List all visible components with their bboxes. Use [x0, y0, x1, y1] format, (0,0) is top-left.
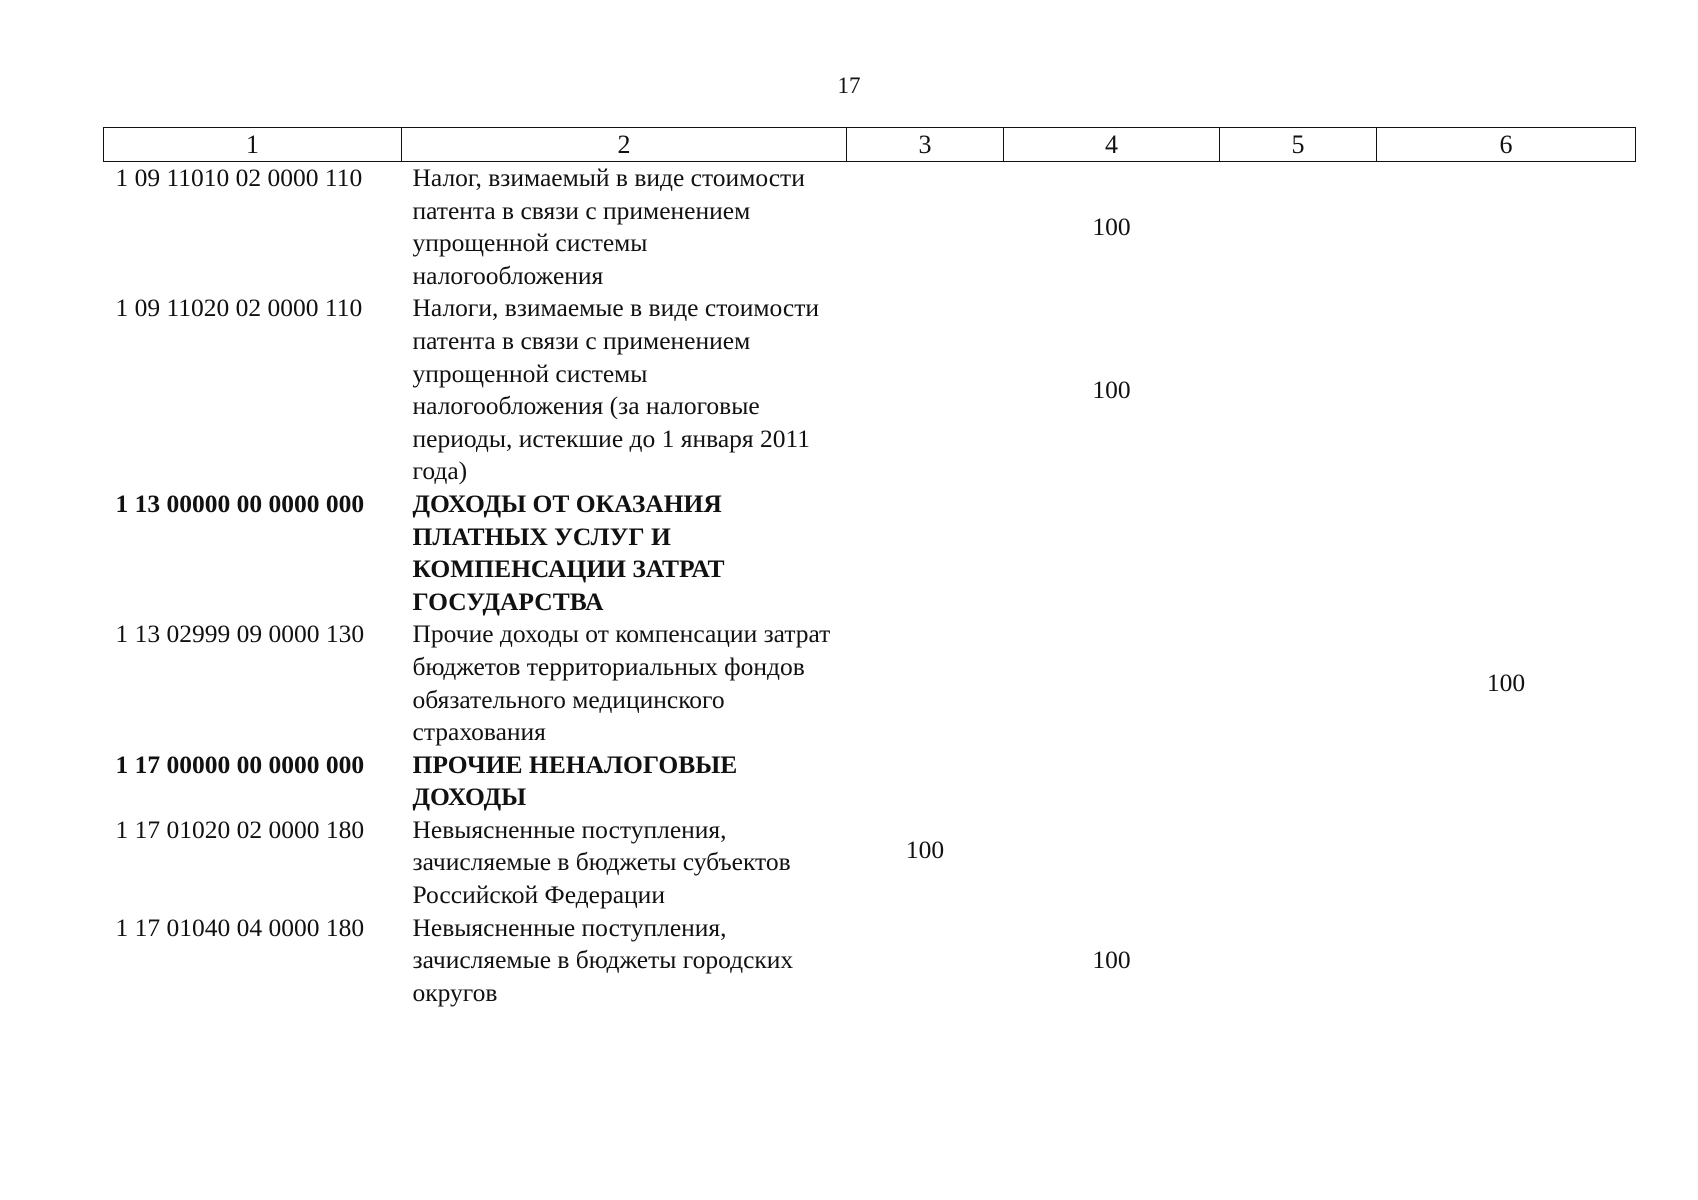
row-col-4: 100: [1092, 374, 1131, 404]
row-name: Невыясненные поступления, зачисляемые в бюджеты субъектов Российской Федерации: [412, 814, 791, 910]
row-col-5: [1220, 749, 1377, 814]
row-col-4: 100: [1092, 945, 1131, 975]
row-col-3: [847, 162, 1004, 293]
revenue-table-container: [103, 127, 1635, 1009]
table-header: [104, 128, 1636, 162]
row-col-4: [1004, 749, 1220, 814]
header-cell-2: 2: [402, 128, 847, 162]
row-col-5: [1220, 618, 1377, 748]
header-row: [104, 128, 1636, 162]
row-name: Прочие доходы от компенсации затрат бюджетов территориальных фондов обязательного медицинского страхования: [412, 619, 831, 747]
row-code: 1 13 00000 00 0000 000: [115, 488, 365, 518]
header-cell-6: 6: [1377, 128, 1636, 162]
row-code: 1 17 01020 02 0000 180: [115, 814, 365, 844]
row-col-4: [1004, 618, 1220, 748]
table-row-section: [104, 488, 1636, 618]
page-number: 17: [837, 73, 861, 98]
row-col-5: [1220, 488, 1377, 618]
row-col-6: 100: [1486, 668, 1526, 698]
row-col-3: [847, 749, 1004, 814]
revenue-classification-table: [103, 127, 1636, 1009]
row-code: 1 17 01040 04 0000 180: [115, 912, 365, 942]
row-col-4: 100: [1092, 211, 1131, 241]
table-row-section: [104, 749, 1636, 814]
row-name: ПРОЧИЕ НЕНАЛОГОВЫЕ ДОХОДЫ: [412, 749, 738, 812]
header-cell-1: 1: [104, 128, 402, 162]
row-col-6: [1377, 488, 1636, 618]
row-col-5: [1220, 292, 1377, 488]
row-col-3: [847, 488, 1004, 618]
row-col-3: 100: [905, 835, 945, 865]
row-col-5: [1220, 912, 1377, 1010]
row-col-6: [1377, 749, 1636, 814]
header-cell-4: 4: [1004, 128, 1220, 162]
table-body: [104, 162, 1636, 1010]
row-col-3: [847, 912, 1004, 1010]
row-col-5: [1220, 162, 1377, 293]
row-code: 1 13 02999 09 0000 130: [115, 619, 365, 649]
row-col-3: [847, 292, 1004, 488]
row-col-6: [1377, 912, 1636, 1010]
row-name: Налоги, взимаемые в виде стоимости патента в связи с применением упрощенной системы налогообложения (за налоговые периоды, истекшие до 1 января 2011 года): [412, 293, 820, 486]
header-cell-3: 3: [847, 128, 1004, 162]
table-row: [104, 292, 1636, 488]
row-name: Невыясненные поступления, зачисляемые в бюджеты городских округов: [412, 912, 794, 1007]
table-row: [104, 912, 1636, 1010]
row-col-6: [1377, 292, 1636, 488]
header-cell-5: 5: [1220, 128, 1377, 162]
row-col-3: [847, 618, 1004, 748]
row-col-6: [1377, 162, 1636, 293]
row-col-4: [1004, 488, 1220, 618]
row-name: Налог, взимаемый в виде стоимости патента в связи с применением упрощенной системы налогообложения: [412, 163, 805, 290]
row-name: ДОХОДЫ ОТ ОКАЗАНИЯ ПЛАТНЫХ УСЛУГ И КОМПЕНСАЦИИ ЗАТРАТ ГОСУДАРСТВА: [412, 488, 725, 616]
table-row: [104, 618, 1636, 748]
row-col-5: [1220, 814, 1377, 912]
row-code: 1 09 11010 02 0000 110: [115, 163, 363, 192]
row-col-4: [1004, 814, 1220, 912]
row-code: 1 17 00000 00 0000 000: [115, 749, 365, 779]
row-code: 1 09 11020 02 0000 110: [115, 293, 363, 323]
table-row: [104, 814, 1636, 912]
row-col-6: [1377, 814, 1636, 912]
table-row: [104, 162, 1636, 293]
